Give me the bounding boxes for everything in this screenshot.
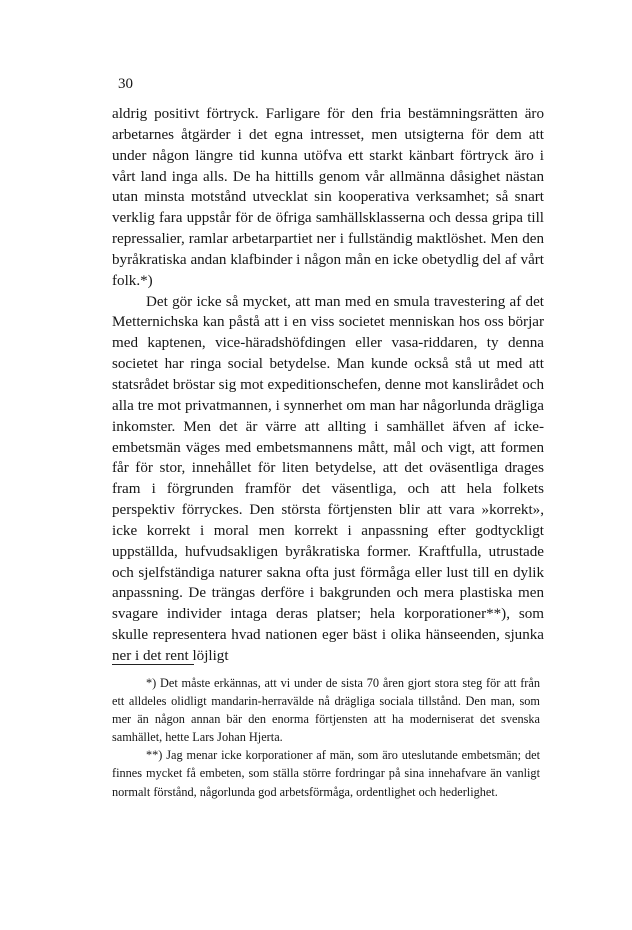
footnote-2: **) Jag menar icke korporationer af män, som äro uteslutande embetsmän; det finnes mycket få embeten, som ställa större fordringar på sina innehafvare än vanligt normalt förstånd, någorlunda god arbetsförmåga, ordentlighet och hederlighet.: [112, 748, 540, 799]
body-text: [112, 104, 544, 667]
paragraph-2: Det gör icke så mycket, att man med en smula travestering af det Metternichska kan påstå att i en viss societet menniskan hos oss börjar med kaptenen, vice-häradshöfdingen eller vasa-riddaren, ty denna societet har ringa social betydelse. Man kunde också stå ut med att statsrådet bröstar sig mot expeditionschefen, denne mot kanslirådet och alla tre mot privatmannen, i synnerhet om man har någorlunda drägliga inkomster. Men det är värre att allting i samhället äfven af icke-embetsmän väges med embetsmannens mått, mål och vigt, att formen får för stor, innehållet för liten betydelse, att det oväsentliga drages fram i förgrunden framför det väsentliga, och att hela folkets perspektiv förryckes. Den största förtjensten blir att vara »korrekt», icke korrekt i moral men korrekt i anpassning efter godtyckligt uppställda, hufvudsakligen byråkratiska former. Kraftfulla, utrustade och sjelfständiga naturer sakna ofta just förmåga eller lust till en dylik anpassning. De trängas derföre i bakgrunden och mera plastiska men svagare individer intaga deras platser; hela korporationer**), som skulle representera hvad nationen eger bäst i olika hänseenden, sjunka ner i det rent löjligt: [112, 293, 544, 664]
footnotes: [112, 674, 540, 801]
footnote-1: *) Det måste erkännas, att vi under de sista 70 åren gjort stora steg för att från ett alldeles olidligt mandarin-herravälde nå drägliga sociala tillstånd. Den man, som mer än någon annan bär den enorma förtjensten att ha moderniserat det svenska samhället, hette Lars Johan Hjerta.: [112, 676, 540, 745]
footnote-divider: [112, 664, 194, 665]
paragraph-1: aldrig positivt förtryck. Farligare för den fria bestämningsrätten äro arbetarnes åtgärder i det egna intresset, men utsigterna för dem att under någon längre tid kunna utöfva ett starkt känbart förtryck äro i vårt land inga alls. De ha hittills genom vår allmänna dåsighet nästan utan minsta motstånd utvecklat sin kooperativa verksamhet; så snart verklig fara uppstår för de öfriga samhällsklasserna och dessa gripa till repressalier, ramlar arbetarpartiet ner i fullständig maktlöshet. Men den byråkratiska andan klafbinder i någon mån en icke obetydlig del af vårt folk.*): [112, 106, 544, 289]
page-number: 30: [118, 76, 133, 92]
